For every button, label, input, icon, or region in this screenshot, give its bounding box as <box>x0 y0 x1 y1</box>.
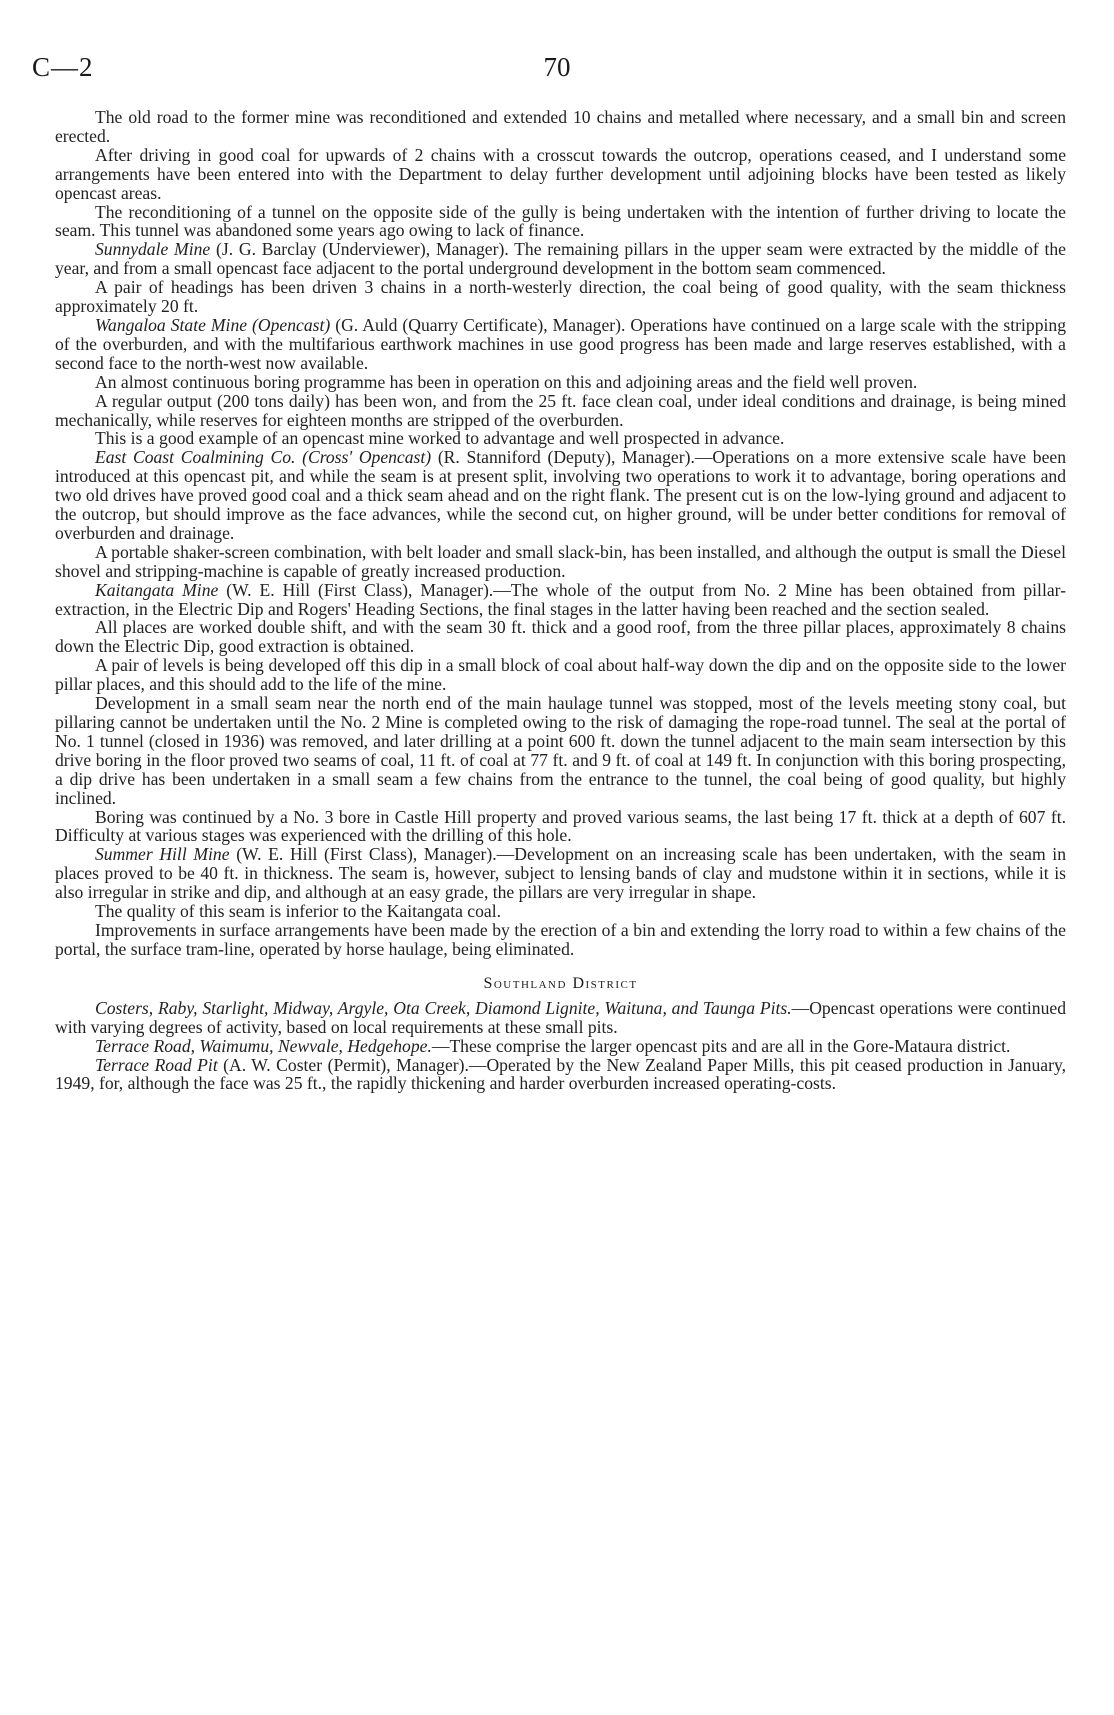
paragraph-text: The old road to the former mine was reconditioned and extended 10 chains and metalled where necessary, and a small bin and screen erected. <box>55 107 1066 146</box>
paragraph-lead: Terrace Road, Waimumu, Newvale, Hedgehope. <box>95 1035 432 1056</box>
paragraph-lead: Summer Hill Mine <box>95 844 230 865</box>
paragraph-lead: Costers, Raby, Starlight, Midway, Argyle, Ota Creek, Diamond Lignite, Waituna, and Taunga Pits. <box>95 997 792 1018</box>
section-heading: Southland District <box>483 974 638 992</box>
paragraph-lead: East Coast Coalmining Co. (Cross' Opencast) <box>95 447 432 468</box>
paragraph <box>55 543 1066 581</box>
paragraph <box>55 1037 1066 1056</box>
paragraph-text: The quality of this seam is inferior to the Kaitangata coal. <box>95 901 501 922</box>
paragraph-text: (G. Auld (Quarry Certificate), Manager). Operations have continued on a large scale with the stripping of the overburden, and with the multifarious earthwork machines in use good progress has been made and large reserves established, with a second face to the north-west now available. <box>55 314 1066 373</box>
paragraph <box>55 108 1066 146</box>
paragraph-lead: Terrace Road Pit <box>95 1054 218 1075</box>
page-number: 70 <box>543 52 571 82</box>
paragraph <box>55 448 1066 543</box>
paragraph-text: (W. E. Hill (First Class), Manager).—Development on an increasing scale has been undertaken, with the seam in places proved to be 40 ft. in thickness. The seam is, however, subject to lensing bands of clay and mudstone within it in sections, while it is also irregular in strike and dip, and although at an easy grade, the pillars are very irregular in shape. <box>55 844 1066 903</box>
paragraph-text: (W. E. Hill (First Class), Manager).—The whole of the output from No. 2 Mine has been obtained from pillar-extraction, in the Electric Dip and Rogers' Heading Sections, the final stages in the latter having been reached and the section sealed. <box>55 579 1067 619</box>
paragraph <box>55 618 1066 656</box>
paragraph-text: —Opencast operations were continued with varying degrees of activity, based on local requirements at these small pits. <box>55 997 1066 1037</box>
paragraph <box>55 902 1066 921</box>
paragraph-text: All places are worked double shift, and with the seam 30 ft. thick and a good roof, from the three pillar places, approximately 8 chains down the Electric Dip, good extraction is obtained. <box>55 617 1066 657</box>
paragraph-text: An almost continuous boring programme has been in operation on this and adjoining areas and the field well proven. <box>95 371 918 392</box>
paragraph <box>55 845 1066 902</box>
paragraph <box>55 694 1066 807</box>
paragraph <box>55 921 1066 959</box>
paragraph-text: (A. W. Coster (Permit), Manager).—Operated by the New Zealand Paper Mills, this pit ceased production in January, 1949, for, although the face was 25 ft., the rapidly thickening and harder overburden increased operating-costs. <box>55 1054 1066 1094</box>
paragraph-text: A pair of levels is being developed off this dip in a small block of coal about half-way down the dip and on the opposite side to the lower pillar places, and this should add to the life of the mine. <box>55 655 1066 695</box>
paragraph-text: A portable shaker-screen combination, with belt loader and small slack-bin, has been installed, and although the output is small the Diesel shovel and stripping-machine is capable of greatly increased production. <box>55 541 1066 581</box>
paragraph-lead: Wangaloa State Mine (Opencast) <box>95 314 331 335</box>
paragraph-text: (J. G. Barclay (Underviewer), Manager). The remaining pillars in the upper seam were extracted by the middle of the year, and from a small opencast face adjacent to the portal underground development in the bottom seam commenced. <box>55 239 1066 279</box>
paragraph-text: The reconditioning of a tunnel on the opposite side of the gully is being undertaken with the intention of further driving to locate the seam. This tunnel was abandoned some years ago owing to lack of finance. <box>55 201 1066 241</box>
paragraph <box>55 203 1066 241</box>
paragraph-text: —These comprise the larger opencast pits and are all in the Gore-Mataura district. <box>431 1035 1011 1056</box>
paragraph <box>55 392 1066 430</box>
paragraph <box>55 656 1066 694</box>
paragraph <box>55 146 1066 203</box>
paragraph-text: A pair of headings has been driven 3 chains in a north-westerly direction, the coal being of good quality, with the seam thickness approximately 20 ft. <box>55 277 1066 317</box>
paragraph-text: Boring was continued by a No. 3 bore in Castle Hill property and proved various seams, the last being 17 ft. thick at a depth of 607 ft. Difficulty at various stages was experienced with the drilling of this hole. <box>55 806 1066 846</box>
paragraph-lead: Kaitangata Mine <box>95 579 219 600</box>
paragraph-text: Improvements in surface arrangements have been made by the erection of a bin and extending the lorry road to within a few chains of the portal, the surface tram-line, operated by horse haulage, being eliminated. <box>55 919 1066 959</box>
paragraph <box>55 316 1066 373</box>
paragraph-lead: Sunnydale Mine <box>95 239 211 260</box>
paragraph <box>55 808 1066 846</box>
paragraph <box>55 429 1066 448</box>
paragraph-text: Development in a small seam near the north end of the main haulage tunnel was stopped, most of the levels meeting stony coal, but pillaring cannot be undertaken until the No. 2 Mine is completed owing to the risk of damaging the rope-road tunnel. The seal at the portal of No. 1 tunnel (closed in 1936) was removed, and later drilling at a point 600 ft. down the tunnel adjacent to the main seam intersection by this drive boring in the floor proved two seams of coal, 11 ft. of coal at 77 ft. and 9 ft. of coal at 149 ft. In conjunction with this boring prospecting, a dip drive has been undertaken in a small seam a few chains from the entrance to the tunnel, the coal being of good quality, but highly inclined. <box>55 693 1066 808</box>
paragraph <box>55 240 1066 278</box>
paragraphs-otago <box>55 108 1066 959</box>
document-body <box>55 108 1066 1093</box>
paragraph <box>55 581 1066 619</box>
paragraph-text: This is a good example of an opencast mine worked to advantage and well prospected in advance. <box>95 428 785 449</box>
paragraph <box>55 1056 1066 1094</box>
page-header <box>32 52 1082 92</box>
paragraph-text: After driving in good coal for upwards of 2 chains with a crosscut towards the outcrop, operations ceased, and I understand some arrangements have been entered into with the Department to delay further development until adjoining blocks have been tested as likely opencast areas. <box>55 144 1066 203</box>
report-code: C—2 <box>32 52 94 82</box>
paragraph <box>55 373 1066 392</box>
paragraph-text: (R. Stanniford (Deputy), Manager).—Operations on a more extensive scale have been introduced at this opencast pit, and while the seam is at present split, involving two operations to work it to advantage, boring operations and two old drives have proved good coal and a thick seam ahead and on the right flank. The present cut is on the low-lying ground and adjacent to the outcrop, but should improve as the face advances, while the second cut, on higher ground, will be under better conditions for removal of overburden and drainage. <box>55 447 1066 543</box>
paragraph <box>55 999 1066 1037</box>
paragraphs-southland <box>55 999 1066 1094</box>
paragraph <box>55 278 1066 316</box>
paragraph-text: A regular output (200 tons daily) has been won, and from the 25 ft. face clean coal, under ideal conditions and drainage, is being mined mechanically, while reserves for eighteen months are stripped of the overburden. <box>55 390 1066 430</box>
